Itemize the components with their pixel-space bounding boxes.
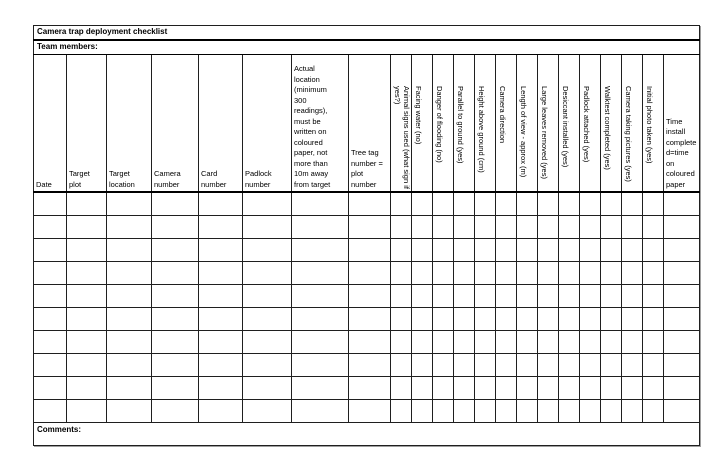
empty-cell-parallel-to-ground-row-6	[454, 307, 475, 330]
empty-cell-card-number-row-3	[199, 238, 243, 261]
empty-cell-walktest-completed-row-10	[601, 399, 622, 422]
empty-cell-large-leaves-removed-row-7	[538, 330, 559, 353]
empty-cell-time-install-completed-row-6	[664, 307, 700, 330]
empty-cell-card-number-row-9	[199, 376, 243, 399]
column-header-label: Danger of flooding (no)	[435, 86, 444, 163]
empty-cell-tree-tag-number-row-4	[349, 261, 391, 284]
empty-cell-walktest-completed-row-5	[601, 284, 622, 307]
empty-cell-height-above-ground-row-9	[475, 376, 496, 399]
empty-cell-date-row-10	[34, 399, 67, 422]
empty-cell-target-plot-row-10	[67, 399, 107, 422]
empty-cell-animal-signs-used-row-5	[391, 284, 412, 307]
empty-cell-padlock-attached-row-2	[580, 215, 601, 238]
empty-cell-desiccant-installed-row-9	[559, 376, 580, 399]
empty-cell-parallel-to-ground-row-1	[454, 192, 475, 215]
empty-cell-walktest-completed-row-6	[601, 307, 622, 330]
empty-cell-padlock-attached-row-1	[580, 192, 601, 215]
empty-cell-padlock-number-row-6	[243, 307, 292, 330]
column-header-initial-photo-taken	[643, 54, 664, 192]
empty-cell-height-above-ground-row-1	[475, 192, 496, 215]
empty-cell-padlock-number-row-8	[243, 353, 292, 376]
team-members-label: Team members:	[34, 40, 700, 54]
empty-cell-initial-photo-taken-row-7	[643, 330, 664, 353]
column-header-label: Parallel to ground (yes)	[456, 86, 465, 164]
column-header-camera-number	[152, 54, 199, 192]
column-header-label: Target location	[109, 169, 135, 189]
column-header-walktest-completed	[601, 54, 622, 192]
empty-cell-tree-tag-number-row-1	[349, 192, 391, 215]
column-header-label: Animal signs used (what sign if yes?)	[393, 86, 411, 190]
empty-cell-facing-water-row-1	[412, 192, 433, 215]
empty-cell-target-plot-row-8	[67, 353, 107, 376]
column-header-label: Camera taking pictures (yes)	[624, 86, 633, 182]
empty-cell-tree-tag-number-row-9	[349, 376, 391, 399]
empty-cell-walktest-completed-row-8	[601, 353, 622, 376]
empty-cell-height-above-ground-row-4	[475, 261, 496, 284]
empty-cell-initial-photo-taken-row-6	[643, 307, 664, 330]
empty-cell-target-location-row-3	[107, 238, 152, 261]
empty-cell-parallel-to-ground-row-4	[454, 261, 475, 284]
empty-cell-padlock-number-row-2	[243, 215, 292, 238]
column-header-card-number	[199, 54, 243, 192]
empty-cell-tree-tag-number-row-3	[349, 238, 391, 261]
column-header-label: Card number	[201, 169, 227, 189]
empty-cell-camera-taking-pictures-row-6	[622, 307, 643, 330]
empty-cell-initial-photo-taken-row-4	[643, 261, 664, 284]
empty-cell-walktest-completed-row-9	[601, 376, 622, 399]
empty-cell-time-install-completed-row-8	[664, 353, 700, 376]
empty-cell-date-row-8	[34, 353, 67, 376]
empty-cell-target-plot-row-4	[67, 261, 107, 284]
empty-cell-walktest-completed-row-7	[601, 330, 622, 353]
empty-cell-facing-water-row-3	[412, 238, 433, 261]
table-title: Camera trap deployment checklist	[34, 26, 700, 40]
empty-cell-padlock-attached-row-5	[580, 284, 601, 307]
empty-cell-danger-of-flooding-row-3	[433, 238, 454, 261]
empty-cell-length-of-view-row-8	[517, 353, 538, 376]
empty-cell-tree-tag-number-row-5	[349, 284, 391, 307]
empty-cell-tree-tag-number-row-2	[349, 215, 391, 238]
empty-cell-desiccant-installed-row-3	[559, 238, 580, 261]
empty-cell-padlock-number-row-1	[243, 192, 292, 215]
empty-cell-actual-location-row-6	[292, 307, 349, 330]
empty-cell-actual-location-row-10	[292, 399, 349, 422]
empty-cell-camera-direction-row-5	[496, 284, 517, 307]
empty-cell-camera-taking-pictures-row-8	[622, 353, 643, 376]
empty-cell-initial-photo-taken-row-9	[643, 376, 664, 399]
empty-cell-target-plot-row-2	[67, 215, 107, 238]
empty-cell-facing-water-row-4	[412, 261, 433, 284]
empty-cell-target-location-row-10	[107, 399, 152, 422]
column-header-label: Walktest completed (yes)	[603, 86, 612, 171]
empty-cell-target-plot-row-6	[67, 307, 107, 330]
empty-cell-date-row-6	[34, 307, 67, 330]
empty-cell-time-install-completed-row-2	[664, 215, 700, 238]
empty-cell-card-number-row-1	[199, 192, 243, 215]
empty-cell-parallel-to-ground-row-2	[454, 215, 475, 238]
empty-cell-camera-number-row-6	[152, 307, 199, 330]
empty-cell-facing-water-row-9	[412, 376, 433, 399]
empty-cell-camera-taking-pictures-row-3	[622, 238, 643, 261]
empty-cell-large-leaves-removed-row-8	[538, 353, 559, 376]
empty-cell-facing-water-row-2	[412, 215, 433, 238]
column-header-label: Tree tag number = plot number	[351, 148, 383, 189]
column-header-label: Desiccant installed (yes)	[561, 86, 570, 168]
empty-cell-actual-location-row-2	[292, 215, 349, 238]
empty-cell-card-number-row-10	[199, 399, 243, 422]
data-row-9	[34, 376, 700, 399]
column-header-label: Camera direction	[498, 86, 507, 144]
empty-cell-card-number-row-6	[199, 307, 243, 330]
empty-cell-animal-signs-used-row-8	[391, 353, 412, 376]
data-row-3	[34, 238, 700, 261]
empty-cell-tree-tag-number-row-8	[349, 353, 391, 376]
column-header-row	[34, 54, 700, 192]
column-header-label: Padlock number	[245, 169, 272, 189]
empty-cell-large-leaves-removed-row-10	[538, 399, 559, 422]
empty-cell-tree-tag-number-row-10	[349, 399, 391, 422]
column-header-camera-direction	[496, 54, 517, 192]
column-header-date	[34, 54, 67, 192]
empty-cell-target-location-row-8	[107, 353, 152, 376]
column-header-camera-taking-pictures	[622, 54, 643, 192]
empty-cell-initial-photo-taken-row-10	[643, 399, 664, 422]
empty-cell-walktest-completed-row-3	[601, 238, 622, 261]
empty-cell-parallel-to-ground-row-7	[454, 330, 475, 353]
empty-cell-camera-taking-pictures-row-5	[622, 284, 643, 307]
empty-cell-date-row-1	[34, 192, 67, 215]
empty-cell-height-above-ground-row-8	[475, 353, 496, 376]
empty-cell-card-number-row-4	[199, 261, 243, 284]
empty-cell-parallel-to-ground-row-9	[454, 376, 475, 399]
empty-cell-length-of-view-row-9	[517, 376, 538, 399]
empty-cell-time-install-completed-row-9	[664, 376, 700, 399]
empty-cell-padlock-attached-row-8	[580, 353, 601, 376]
empty-cell-camera-taking-pictures-row-4	[622, 261, 643, 284]
empty-cell-time-install-completed-row-4	[664, 261, 700, 284]
empty-cell-date-row-5	[34, 284, 67, 307]
empty-cell-camera-direction-row-4	[496, 261, 517, 284]
empty-cell-height-above-ground-row-2	[475, 215, 496, 238]
empty-cell-danger-of-flooding-row-5	[433, 284, 454, 307]
empty-cell-height-above-ground-row-7	[475, 330, 496, 353]
empty-cell-actual-location-row-1	[292, 192, 349, 215]
empty-cell-camera-direction-row-7	[496, 330, 517, 353]
empty-cell-camera-direction-row-2	[496, 215, 517, 238]
column-header-time-install-completed	[664, 54, 700, 192]
empty-cell-animal-signs-used-row-1	[391, 192, 412, 215]
data-row-8	[34, 353, 700, 376]
empty-cell-initial-photo-taken-row-8	[643, 353, 664, 376]
empty-cell-large-leaves-removed-row-1	[538, 192, 559, 215]
empty-cell-animal-signs-used-row-4	[391, 261, 412, 284]
empty-cell-target-plot-row-9	[67, 376, 107, 399]
column-header-label: Date	[36, 179, 52, 189]
empty-cell-height-above-ground-row-10	[475, 399, 496, 422]
empty-cell-camera-taking-pictures-row-9	[622, 376, 643, 399]
data-row-1	[34, 192, 700, 215]
column-header-large-leaves-removed	[538, 54, 559, 192]
empty-cell-padlock-number-row-3	[243, 238, 292, 261]
column-header-height-above-ground	[475, 54, 496, 192]
empty-cell-desiccant-installed-row-1	[559, 192, 580, 215]
column-header-label: Height above ground (cm)	[477, 86, 486, 173]
empty-cell-desiccant-installed-row-2	[559, 215, 580, 238]
empty-cell-target-plot-row-7	[67, 330, 107, 353]
empty-cell-padlock-attached-row-3	[580, 238, 601, 261]
title-row	[34, 26, 700, 40]
column-header-danger-of-flooding	[433, 54, 454, 192]
column-header-label: Length of view - approx (m)	[519, 86, 528, 178]
empty-cell-actual-location-row-9	[292, 376, 349, 399]
empty-cell-camera-number-row-10	[152, 399, 199, 422]
empty-cell-facing-water-row-6	[412, 307, 433, 330]
empty-cell-walktest-completed-row-1	[601, 192, 622, 215]
empty-cell-animal-signs-used-row-9	[391, 376, 412, 399]
empty-cell-target-plot-row-1	[67, 192, 107, 215]
data-row-10	[34, 399, 700, 422]
empty-cell-camera-direction-row-10	[496, 399, 517, 422]
empty-cell-large-leaves-removed-row-9	[538, 376, 559, 399]
column-header-actual-location	[292, 54, 349, 192]
empty-cell-length-of-view-row-4	[517, 261, 538, 284]
data-row-4	[34, 261, 700, 284]
empty-cell-time-install-completed-row-7	[664, 330, 700, 353]
empty-cell-card-number-row-2	[199, 215, 243, 238]
empty-cell-camera-number-row-2	[152, 215, 199, 238]
empty-cell-danger-of-flooding-row-6	[433, 307, 454, 330]
column-header-label: Actual location (minimum 300 readings), must be written on coloured paper, not more than 10m away from target	[294, 64, 331, 189]
empty-cell-desiccant-installed-row-10	[559, 399, 580, 422]
empty-cell-target-plot-row-3	[67, 238, 107, 261]
data-row-5	[34, 284, 700, 307]
column-header-label: Padlock attached (yes)	[582, 86, 591, 163]
empty-cell-target-location-row-5	[107, 284, 152, 307]
column-header-label: Large leaves removed (yes)	[540, 86, 549, 180]
empty-cell-target-location-row-6	[107, 307, 152, 330]
empty-cell-parallel-to-ground-row-3	[454, 238, 475, 261]
empty-cell-target-location-row-4	[107, 261, 152, 284]
empty-cell-initial-photo-taken-row-3	[643, 238, 664, 261]
empty-cell-padlock-attached-row-10	[580, 399, 601, 422]
empty-cell-camera-taking-pictures-row-10	[622, 399, 643, 422]
team-members-row	[34, 40, 700, 54]
column-header-parallel-to-ground	[454, 54, 475, 192]
empty-cell-target-location-row-7	[107, 330, 152, 353]
empty-cell-danger-of-flooding-row-2	[433, 215, 454, 238]
empty-cell-date-row-7	[34, 330, 67, 353]
empty-cell-large-leaves-removed-row-2	[538, 215, 559, 238]
empty-cell-camera-number-row-9	[152, 376, 199, 399]
empty-cell-animal-signs-used-row-6	[391, 307, 412, 330]
empty-cell-facing-water-row-8	[412, 353, 433, 376]
empty-cell-actual-location-row-8	[292, 353, 349, 376]
comments-row	[34, 422, 700, 445]
empty-cell-facing-water-row-7	[412, 330, 433, 353]
empty-cell-animal-signs-used-row-3	[391, 238, 412, 261]
empty-cell-camera-direction-row-8	[496, 353, 517, 376]
checklist-table	[33, 25, 700, 446]
empty-cell-padlock-number-row-9	[243, 376, 292, 399]
empty-cell-length-of-view-row-3	[517, 238, 538, 261]
empty-cell-actual-location-row-3	[292, 238, 349, 261]
empty-cell-walktest-completed-row-2	[601, 215, 622, 238]
empty-cell-time-install-completed-row-10	[664, 399, 700, 422]
comments-label: Comments:	[34, 422, 700, 445]
empty-cell-length-of-view-row-5	[517, 284, 538, 307]
empty-cell-desiccant-installed-row-4	[559, 261, 580, 284]
empty-cell-target-location-row-1	[107, 192, 152, 215]
empty-cell-card-number-row-7	[199, 330, 243, 353]
empty-cell-large-leaves-removed-row-4	[538, 261, 559, 284]
column-header-target-location	[107, 54, 152, 192]
empty-cell-camera-number-row-4	[152, 261, 199, 284]
data-row-2	[34, 215, 700, 238]
empty-cell-actual-location-row-4	[292, 261, 349, 284]
column-header-target-plot	[67, 54, 107, 192]
column-header-animal-signs-used	[391, 54, 412, 192]
empty-cell-desiccant-installed-row-6	[559, 307, 580, 330]
empty-cell-camera-direction-row-3	[496, 238, 517, 261]
empty-cell-length-of-view-row-10	[517, 399, 538, 422]
empty-cell-walktest-completed-row-4	[601, 261, 622, 284]
empty-cell-actual-location-row-7	[292, 330, 349, 353]
empty-cell-facing-water-row-5	[412, 284, 433, 307]
column-header-length-of-view	[517, 54, 538, 192]
empty-cell-length-of-view-row-2	[517, 215, 538, 238]
empty-cell-animal-signs-used-row-10	[391, 399, 412, 422]
column-header-padlock-attached	[580, 54, 601, 192]
empty-cell-danger-of-flooding-row-10	[433, 399, 454, 422]
data-row-6	[34, 307, 700, 330]
empty-cell-target-plot-row-5	[67, 284, 107, 307]
empty-cell-camera-direction-row-6	[496, 307, 517, 330]
empty-cell-target-location-row-2	[107, 215, 152, 238]
empty-cell-desiccant-installed-row-5	[559, 284, 580, 307]
empty-cell-desiccant-installed-row-8	[559, 353, 580, 376]
empty-cell-parallel-to-ground-row-5	[454, 284, 475, 307]
empty-cell-animal-signs-used-row-7	[391, 330, 412, 353]
empty-cell-date-row-3	[34, 238, 67, 261]
empty-cell-height-above-ground-row-3	[475, 238, 496, 261]
empty-cell-camera-number-row-3	[152, 238, 199, 261]
empty-cell-target-location-row-9	[107, 376, 152, 399]
empty-cell-initial-photo-taken-row-2	[643, 215, 664, 238]
column-header-label: Time install completed=time on coloured paper	[666, 116, 697, 189]
empty-cell-padlock-attached-row-6	[580, 307, 601, 330]
empty-cell-length-of-view-row-6	[517, 307, 538, 330]
empty-cell-date-row-9	[34, 376, 67, 399]
empty-cell-camera-taking-pictures-row-2	[622, 215, 643, 238]
empty-cell-camera-direction-row-1	[496, 192, 517, 215]
column-header-label: Initial photo taken (yes)	[645, 86, 654, 164]
column-header-label: Target plot	[69, 169, 90, 189]
empty-cell-danger-of-flooding-row-7	[433, 330, 454, 353]
empty-cell-padlock-number-row-4	[243, 261, 292, 284]
empty-cell-padlock-number-row-5	[243, 284, 292, 307]
empty-cell-large-leaves-removed-row-5	[538, 284, 559, 307]
empty-cell-tree-tag-number-row-6	[349, 307, 391, 330]
data-row-7	[34, 330, 700, 353]
empty-cell-padlock-attached-row-9	[580, 376, 601, 399]
empty-cell-camera-number-row-1	[152, 192, 199, 215]
empty-cell-parallel-to-ground-row-10	[454, 399, 475, 422]
empty-cell-camera-direction-row-9	[496, 376, 517, 399]
empty-cell-height-above-ground-row-6	[475, 307, 496, 330]
empty-cell-camera-taking-pictures-row-7	[622, 330, 643, 353]
empty-cell-height-above-ground-row-5	[475, 284, 496, 307]
column-header-padlock-number	[243, 54, 292, 192]
empty-cell-camera-number-row-8	[152, 353, 199, 376]
empty-cell-tree-tag-number-row-7	[349, 330, 391, 353]
empty-cell-danger-of-flooding-row-9	[433, 376, 454, 399]
column-header-desiccant-installed	[559, 54, 580, 192]
column-header-label: Camera number	[154, 169, 181, 189]
empty-cell-time-install-completed-row-5	[664, 284, 700, 307]
empty-cell-padlock-attached-row-4	[580, 261, 601, 284]
empty-cell-parallel-to-ground-row-8	[454, 353, 475, 376]
empty-cell-padlock-attached-row-7	[580, 330, 601, 353]
empty-cell-time-install-completed-row-3	[664, 238, 700, 261]
empty-cell-padlock-number-row-10	[243, 399, 292, 422]
empty-cell-length-of-view-row-7	[517, 330, 538, 353]
empty-cell-danger-of-flooding-row-4	[433, 261, 454, 284]
empty-cell-actual-location-row-5	[292, 284, 349, 307]
empty-cell-padlock-number-row-7	[243, 330, 292, 353]
column-header-label: Facing water (no)	[414, 86, 423, 145]
empty-cell-card-number-row-8	[199, 353, 243, 376]
empty-cell-date-row-2	[34, 215, 67, 238]
column-header-tree-tag-number	[349, 54, 391, 192]
empty-cell-danger-of-flooding-row-8	[433, 353, 454, 376]
empty-cell-desiccant-installed-row-7	[559, 330, 580, 353]
empty-cell-large-leaves-removed-row-3	[538, 238, 559, 261]
empty-cell-animal-signs-used-row-2	[391, 215, 412, 238]
empty-cell-initial-photo-taken-row-1	[643, 192, 664, 215]
empty-cell-danger-of-flooding-row-1	[433, 192, 454, 215]
empty-cell-camera-taking-pictures-row-1	[622, 192, 643, 215]
empty-cell-time-install-completed-row-1	[664, 192, 700, 215]
empty-cell-length-of-view-row-1	[517, 192, 538, 215]
empty-cell-card-number-row-5	[199, 284, 243, 307]
empty-cell-camera-number-row-7	[152, 330, 199, 353]
empty-cell-date-row-4	[34, 261, 67, 284]
empty-cell-large-leaves-removed-row-6	[538, 307, 559, 330]
column-header-facing-water	[412, 54, 433, 192]
empty-cell-facing-water-row-10	[412, 399, 433, 422]
empty-cell-camera-number-row-5	[152, 284, 199, 307]
empty-cell-initial-photo-taken-row-5	[643, 284, 664, 307]
